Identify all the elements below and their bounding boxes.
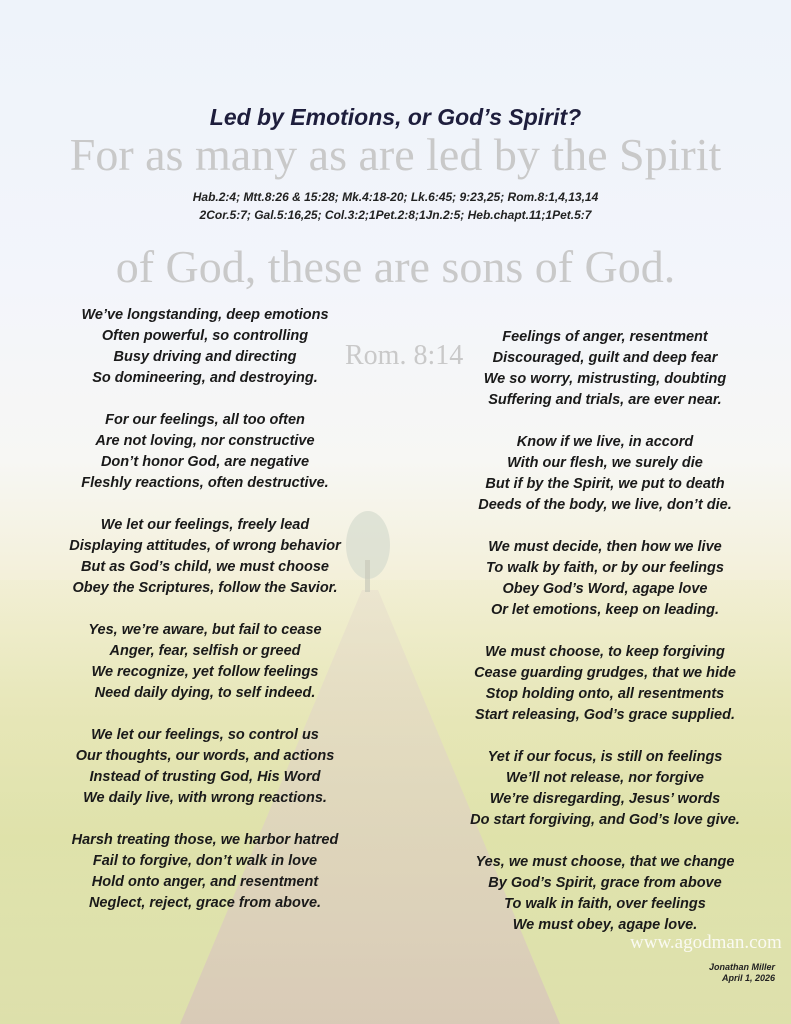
stanza [30, 620, 380, 704]
poem-title: Led by Emotions, or God’s Spirit? [209, 104, 582, 130]
poem-line: Anger, fear, selfish or greed [109, 643, 301, 659]
poem-line: We’ll not release, nor forgive [506, 770, 704, 786]
poem-line: Neglect, reject, grace from above. [88, 895, 322, 911]
stanza [425, 537, 785, 621]
poem-line: Our thoughts, our words, and actions [75, 748, 335, 764]
stanza [30, 305, 380, 389]
poem-line: But as God’s child, we must choose [81, 559, 329, 575]
poem-line: Obey God’s Word, agape love [502, 581, 708, 597]
poem-line: Need daily dying, to self indeed. [94, 685, 316, 701]
poem-line: Suffering and trials, are ever near. [488, 392, 722, 408]
scripture-references [0, 188, 791, 224]
poem-line: We let our feelings, freely lead [100, 517, 310, 533]
watermark-verse-reference: Rom. 8:14 [345, 340, 464, 371]
poem-line: Harsh treating those, we harbor hatred [71, 832, 339, 848]
references-line-2: 2Cor.5:7; Gal.5:16,25; Col.3:2;1Pet.2:8;1Jn.2:5; Heb.chapt.11;1Pet.5:7 [199, 208, 592, 222]
poem-line: We so worry, mistrusting, doubting [483, 371, 727, 387]
left-poem-column [30, 305, 380, 935]
watermark-verse-line-1: For as many as are led by the Spirit [69, 129, 722, 180]
references-line-1: Hab.2:4; Mtt.8:26 & 15:28; Mk.4:18-20; Lk.6:45; 9:23,25; Rom.8:1,4,13,14 [192, 190, 599, 204]
right-poem-column [425, 327, 785, 957]
poem-line: Start releasing, God’s grace supplied. [474, 707, 735, 723]
poem-line: Don’t honor God, are negative [100, 454, 310, 470]
poem-line: Deeds of the body, we live, don’t die. [478, 497, 732, 513]
poem-line: Busy driving and directing [113, 349, 297, 365]
poem-line: We’ve longstanding, deep emotions [81, 307, 329, 323]
poem-line: For our feelings, all too often [105, 412, 305, 428]
poem-line: Are not loving, nor constructive [95, 433, 315, 449]
author-block [660, 962, 775, 984]
author-date: April 1, 2026 [721, 973, 775, 983]
poem-line: Or let emotions, keep on leading. [490, 602, 719, 618]
stanza [425, 327, 785, 411]
poem-line: Displaying attitudes, of wrong behavior [69, 538, 341, 554]
author-name: Jonathan Miller [708, 962, 775, 972]
poem-line: So domineering, and destroying. [92, 370, 318, 386]
poem-line: Feelings of anger, resentment [502, 329, 708, 345]
poem-line: To walk in faith, over feelings [504, 896, 706, 912]
poem-line: Yet if our focus, is still on feelings [487, 749, 723, 765]
stanza [425, 852, 785, 936]
poem-line: Stop holding onto, all resentments [485, 686, 725, 702]
poem-line: We daily live, with wrong reactions. [83, 790, 327, 806]
poem-line: Hold onto anger, and resentment [91, 874, 319, 890]
poem-line: We must decide, then how we live [488, 539, 722, 555]
poem-line: Instead of trusting God, His Word [89, 769, 321, 785]
stanza [425, 642, 785, 726]
poem-line: To walk by faith, or by our feelings [486, 560, 724, 576]
website-watermark: www.agodman.com [630, 932, 782, 953]
poem-line: Discouraged, guilt and deep fear [492, 350, 718, 366]
stanza [30, 725, 380, 809]
poem-line: We must choose, to keep forgiving [485, 644, 725, 660]
poem-line: Do start forgiving, and God’s love give. [470, 812, 740, 828]
poem-line: Fail to forgive, don’t walk in love [92, 853, 318, 869]
watermark-verse-line-2: of God, these are sons of God. [115, 241, 676, 292]
poem-line: By God’s Spirit, grace from above [488, 875, 722, 891]
stanza [30, 410, 380, 494]
stanza [425, 432, 785, 516]
poem-line: Fleshly reactions, often destructive. [81, 475, 329, 491]
poem-line: We recognize, yet follow feelings [91, 664, 319, 680]
poem-line: Yes, we must choose, that we change [475, 854, 735, 870]
stanza [425, 747, 785, 831]
poem-line: With our flesh, we surely die [507, 455, 703, 471]
stanza [30, 830, 380, 914]
poem-line: We’re disregarding, Jesus’ words [489, 791, 721, 807]
poem-line: Know if we live, in accord [516, 434, 694, 450]
poem-line: Yes, we’re aware, but fail to cease [88, 622, 322, 638]
poem-line: Often powerful, so controlling [101, 328, 309, 344]
stanza [30, 515, 380, 599]
poem-line: Obey the Scriptures, follow the Savior. [72, 580, 338, 596]
poem-line: We must obey, agape love. [512, 917, 698, 933]
poem-line: We let our feelings, so control us [91, 727, 319, 743]
poem-line: But if by the Spirit, we put to death [485, 476, 725, 492]
poem-line: Cease guarding grudges, that we hide [474, 665, 736, 681]
